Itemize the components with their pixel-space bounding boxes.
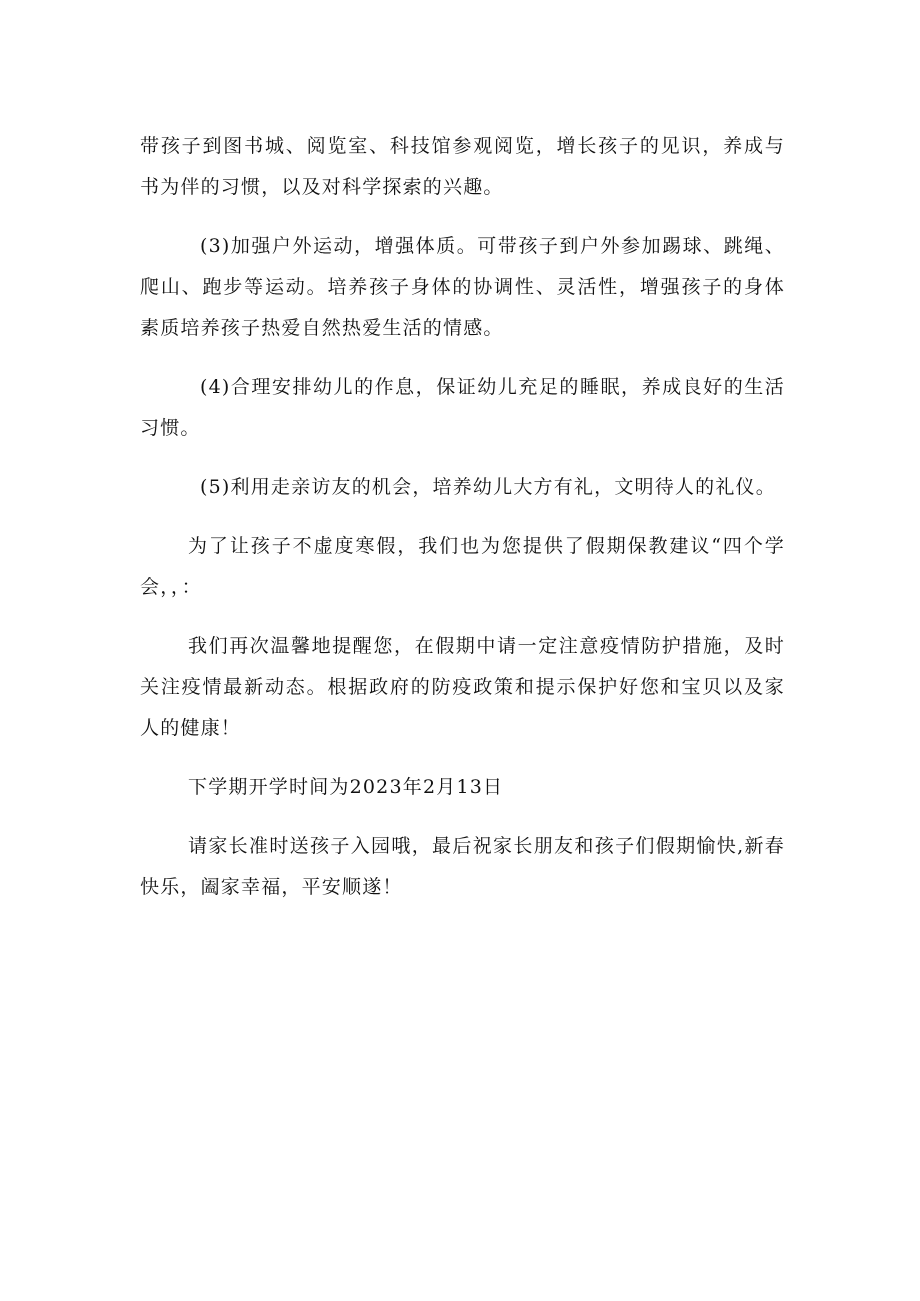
paragraph-item-3-outdoor-exercise: (3)加强户外运动，增强体质。可带孩子到户外参加踢球、跳绳、爬山、跑步等运动。培养孩子身体的协调性、灵活性，增强孩子的身体素质培养孩子热爱自然热爱生活的情感。 — [140, 235, 785, 339]
paragraph-item-5-etiquette: (5)利用走亲访友的机会，培养幼儿大方有礼，文明待人的礼仪。 — [200, 476, 776, 498]
paragraph-closing-wishes: 请家长准时送孩子入园哦，最后祝家长朋友和孩子们假期愉快,新春快乐，阖家幸福，平安顺遂！ — [140, 835, 785, 898]
paragraph-epidemic-reminder: 我们再次温馨地提醒您，在假期中请一定注意疫情防护措施，及时关注疫情最新动态。根据政府的防疫政策和提示保护好您和宝贝以及家人的健康！ — [140, 635, 785, 739]
paragraph-reading-activities: 带孩子到图书城、阅览室、科技馆参观阅览，增长孩子的见识，养成与书为伴的习惯，以及对科学探索的兴趣。 — [140, 135, 785, 198]
paragraph-holiday-advice: 为了让孩子不虚度寒假，我们也为您提供了假期保教建议“四个学会，，： — [140, 535, 785, 598]
paragraph-school-start-date: 下学期开学时间为2023年2月13日 — [188, 776, 504, 798]
document-body — [140, 126, 785, 926]
paragraph-item-4-schedule: (4)合理安排幼儿的作息，保证幼儿充足的睡眠，养成良好的生活习惯。 — [140, 376, 785, 439]
